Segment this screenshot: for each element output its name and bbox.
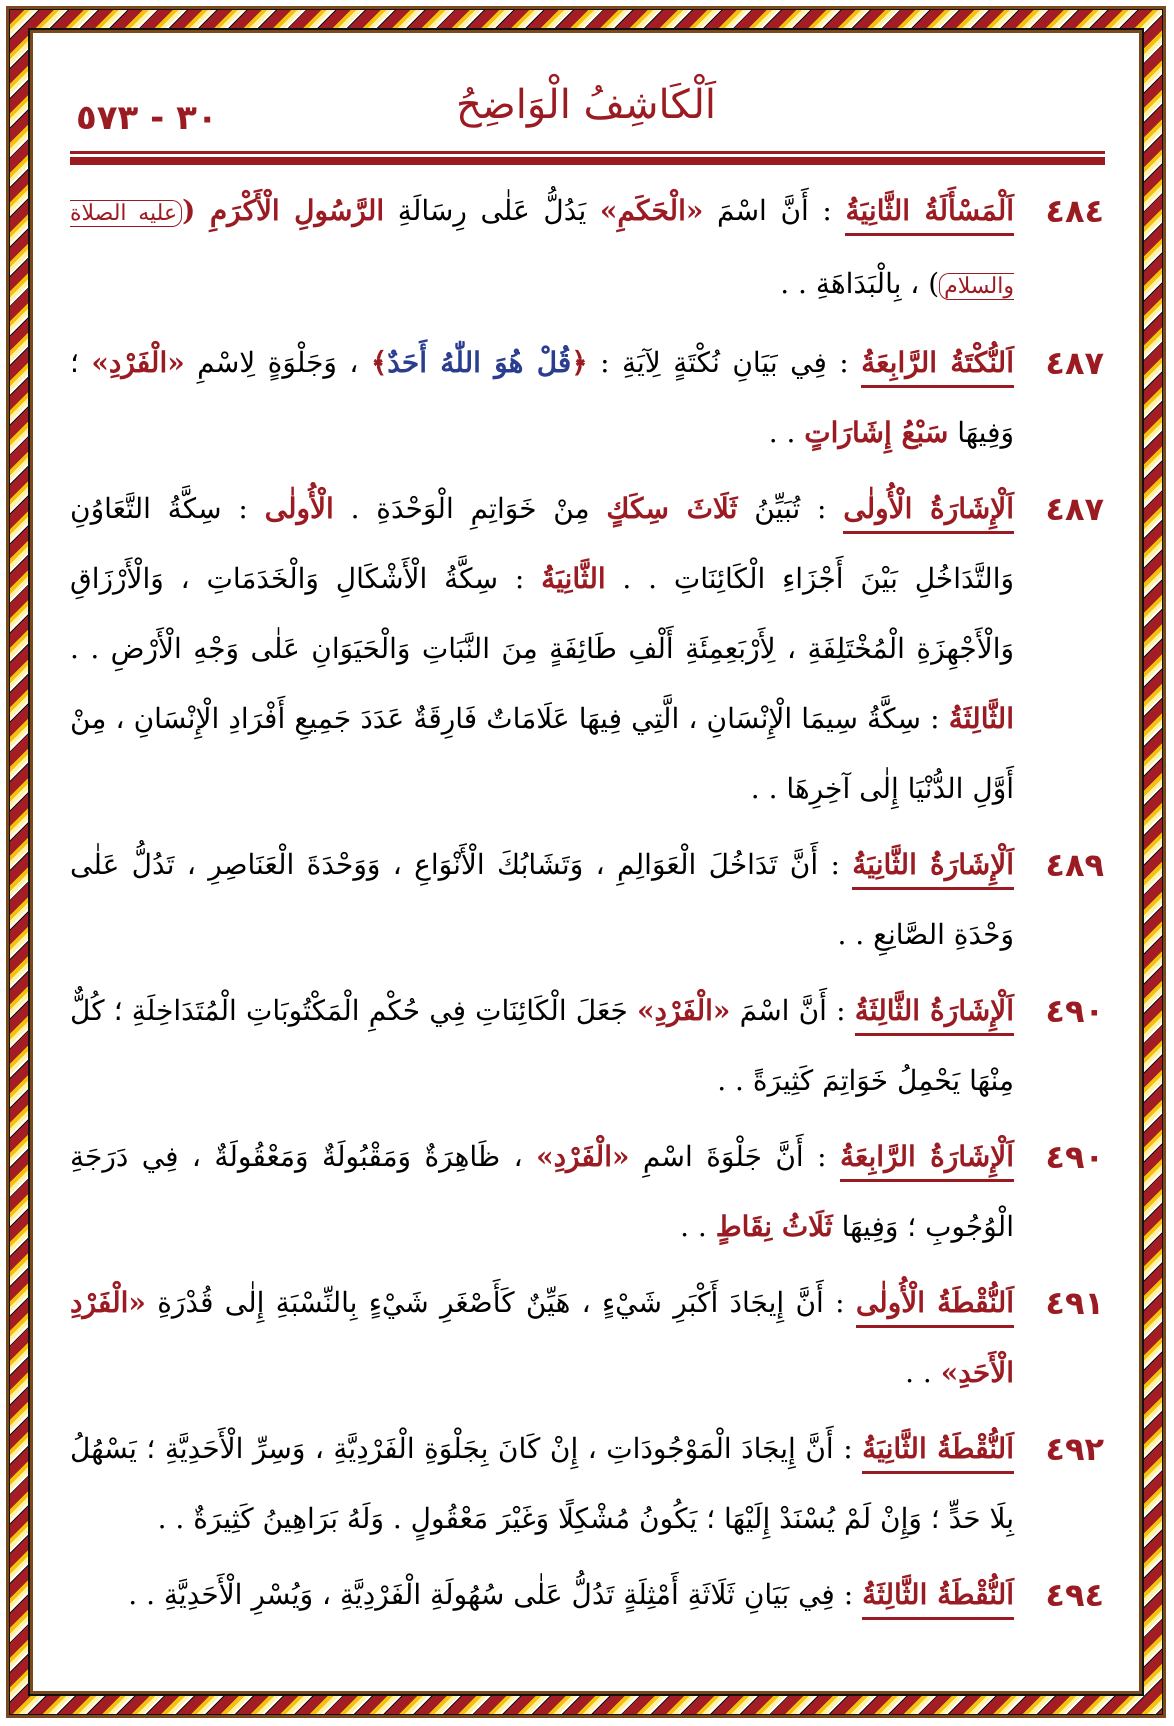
entry-text [70, 1560, 1014, 1630]
entry-body-text: : أَنَّ إِيجَادَ أَكْبَرِ شَيْءٍ ، هَيِّنٌ كَأَصْغَرِ شَيْءٍ بِالنِّسْبَةِ إِلٰى قُدْرَةِ [145, 1286, 845, 1319]
entry-page-number: ٤٩٤ [1045, 1576, 1104, 1614]
entry-body-text: . . [680, 1210, 716, 1243]
index-entry [70, 1268, 1110, 1408]
entry-title: اَلْإِشَارَةُ الثَّالِثَةُ [855, 994, 1014, 1036]
entry-body-text: : أَنَّ تَدَاخُلَ الْعَوَالِمِ ، وَتَشَابُكَ الْأَنْوَاعِ ، وَوَحْدَةَ الْعَنَاصِرِ ، تَدُلُّ عَلٰى وَحْدَةِ الصَّانِعِ . . [70, 848, 1014, 951]
entry-title: اَلنُّقْطَةُ الثَّالِثَةُ [862, 1578, 1014, 1620]
index-entry [70, 176, 1110, 322]
entry-page-number: ٤٩٠ [1045, 992, 1104, 1030]
index-entry [70, 1560, 1110, 1630]
entry-text [70, 1268, 1014, 1408]
entry-text [70, 328, 1014, 468]
entry-body-text: : فِي بَيَانِ نُكْتَةٍ لِآيَةِ : [587, 346, 849, 379]
page [36, 36, 1136, 1688]
entry-text [70, 1122, 1014, 1262]
entry-page-number: ٤٩٠ [1045, 1138, 1104, 1176]
highlighted-phrase: «الْفَرْدِ» [536, 1140, 630, 1173]
index-entry [70, 830, 1110, 970]
entry-body-text: : أَنَّ اسْمَ [730, 994, 846, 1027]
entry-text [70, 176, 1014, 322]
highlighted-phrase: «الْفَرْدِ» [636, 994, 731, 1027]
highlighted-phrase: «الْحَكَمِ» [599, 194, 704, 227]
entry-body-text: : سِكَّةُ سِيمَا الْإِنْسَانِ ، الَّتِي فِيهَا عَلَامَاتٌ فَارِقَةٌ عَدَدَ جَمِيعِ أَفْرَادِ الْإِنْسَانِ ، مِنْ أَوَّلِ الدُّنْيَا إِلٰى آخِرِهَا . . [70, 702, 1014, 805]
entry-body-text: جَعَلَ الْكَائِنَاتِ فِي حُكْمِ الْمَكْتُوبَاتِ الْمُتَدَاخِلَةِ ؛ كُلٌّ مِنْهَا يَحْمِلُ خَوَاتِمَ كَثِيرَةً . . [70, 994, 1014, 1097]
entry-body-text: : أَنَّ إِيجَادَ الْمَوْجُودَاتِ ، إِنْ كَانَ بِجَلْوَةِ الْفَرْدِيَّةِ ، وَسِرِّ الْأَحَدِيَّةِ ؛ يَسْهُلُ بِلَا حَدٍّ ؛ وَإِنْ لَمْ يُسْنَدْ إِلَيْهَا ؛ يَكُونُ مُشْكِلًا وَغَيْرَ مَعْقُولٍ . وَلَهُ بَرَاهِينُ كَثِيرَةٌ . . [70, 1432, 1014, 1535]
entry-body-text: : أَنَّ اسْمَ [703, 194, 832, 227]
highlighted-phrase: الرَّسُولِ الْأَكْرَمِ [209, 194, 385, 227]
entry-page-number: ٤٩١ [1045, 1284, 1104, 1322]
highlighted-phrase: «الْفَرْدِ» [91, 346, 185, 379]
index-entry [70, 1414, 1110, 1554]
highlighted-phrase: «الْفَرْدِ الْأَحَدِ» [70, 1286, 1014, 1389]
entry-title: اَلْإِشَارَةُ الْأُولٰى [843, 492, 1014, 534]
highlighted-phrase: الثَّالِثَةُ [948, 702, 1014, 735]
entry-title: اَلنُّقْطَةُ الْأُولٰى [856, 1286, 1014, 1328]
entry-body-text: . . [768, 416, 805, 449]
entry-text [70, 1414, 1014, 1554]
index-entry [70, 328, 1110, 468]
entry-title: اَلنُّكْتَةُ الرَّابِعَةُ [861, 346, 1014, 388]
index-entry [70, 976, 1110, 1116]
entry-title: اَلْإِشَارَةُ الرَّابِعَةُ [840, 1140, 1014, 1182]
highlighted-phrase: الْأُولٰى [264, 492, 334, 525]
quran-verse: قُلْ هُوَ اللّٰهُ أَحَدٌ [387, 346, 572, 379]
entry-body-text: : فِي بَيَانِ ثَلَاثَةِ أَمْثِلَةٍ تَدُلُّ عَلٰى سُهُولَةِ الْفَرْدِيَّةِ ، وَيُسْرِ الْأَحَدِيَّةِ . . [128, 1578, 854, 1611]
entry-page-number: ٤٨٧ [1045, 344, 1104, 382]
entry-body-text: مِنْ خَوَاتِمِ الْوَحْدَةِ . [333, 492, 607, 525]
salutation-glyph: عليه الصلاة والسلام [70, 201, 1014, 299]
entry-page-number: ٤٨٤ [1045, 192, 1104, 230]
highlighted-phrase: ( [182, 194, 210, 227]
page-number: ٣٠ - ٥٧٣ [76, 98, 218, 138]
highlighted-phrase: ثَلَاثُ نِقَاطٍ [715, 1210, 833, 1243]
index-entry [70, 1122, 1110, 1262]
entry-text [70, 976, 1014, 1116]
entry-body-text: ) ، بِالْبَدَاهَةِ . . [780, 267, 940, 300]
highlighted-phrase: سَبْعُ إِشَارَاتٍ [804, 416, 949, 449]
quran-bracket-ornament: ﴿ [571, 346, 588, 379]
entry-body-text: . . [905, 1356, 941, 1389]
entry-title: اَلْمَسْأَلَةُ الثَّانِيَةُ [845, 194, 1014, 236]
entry-title: اَلْإِشَارَةُ الثَّانِيَةُ [852, 848, 1014, 890]
highlighted-phrase: ثَلَاثَ سِكَكٍ [606, 492, 738, 525]
quran-bracket-ornament: ﴾ [370, 346, 388, 379]
entry-body-text: ؛ وَفِيهَا [70, 346, 1014, 449]
index-entry [70, 474, 1110, 824]
entry-page-number: ٤٨٧ [1045, 490, 1104, 528]
index-entries [70, 176, 1110, 1636]
highlighted-phrase: الثَّانِيَةُ [541, 562, 606, 595]
header-rule-thin [70, 151, 1105, 154]
entry-body-text: ، وَجَلْوَةٍ لِاسْمِ [184, 346, 371, 379]
entry-page-number: ٤٩٢ [1045, 1430, 1104, 1468]
page-header [36, 36, 1136, 166]
entry-body-text: يَدُلُّ عَلٰى رِسَالَةِ [384, 194, 600, 227]
entry-text [70, 474, 1014, 824]
entry-body-text: : تُبَيِّنُ [737, 492, 827, 525]
header-rule-thick [70, 157, 1105, 165]
entry-body-text: : سِكَّةُ التَّعَاوُنِ وَالتَّدَاخُلِ بَيْنَ أَجْزَاءِ الْكَائِنَاتِ . . [70, 492, 1014, 595]
entry-title: اَلنُّقْطَةُ الثَّانِيَةُ [862, 1432, 1014, 1474]
entry-body-text: : أَنَّ جَلْوَةَ اسْمِ [629, 1140, 827, 1173]
entry-body-text: : سِكَّةُ الْأَشْكَالِ وَالْخَدَمَاتِ ، وَالْأَرْزَاقِ وَالْأَجْهِزَةِ الْمُخْتَلِفَةِ ، لِأَرْبَعِمِئَةِ أَلْفِ طَائِفَةٍ مِنَ النَّبَاتِ وَالْحَيَوَانِ عَلٰى وَجْهِ الْأَرْضِ . . [70, 562, 1015, 665]
book-title: اَلْكَاشِفُ الْوَاضِحُ [455, 82, 717, 128]
entry-body-text: ، ظَاهِرَةٌ وَمَقْبُولَةٌ وَمَعْقُولَةٌ ، فِي دَرَجَةِ الْوُجُوبِ ؛ وَفِيهَا [70, 1140, 1014, 1243]
entry-text [70, 830, 1014, 970]
entry-page-number: ٤٨٩ [1045, 846, 1104, 884]
